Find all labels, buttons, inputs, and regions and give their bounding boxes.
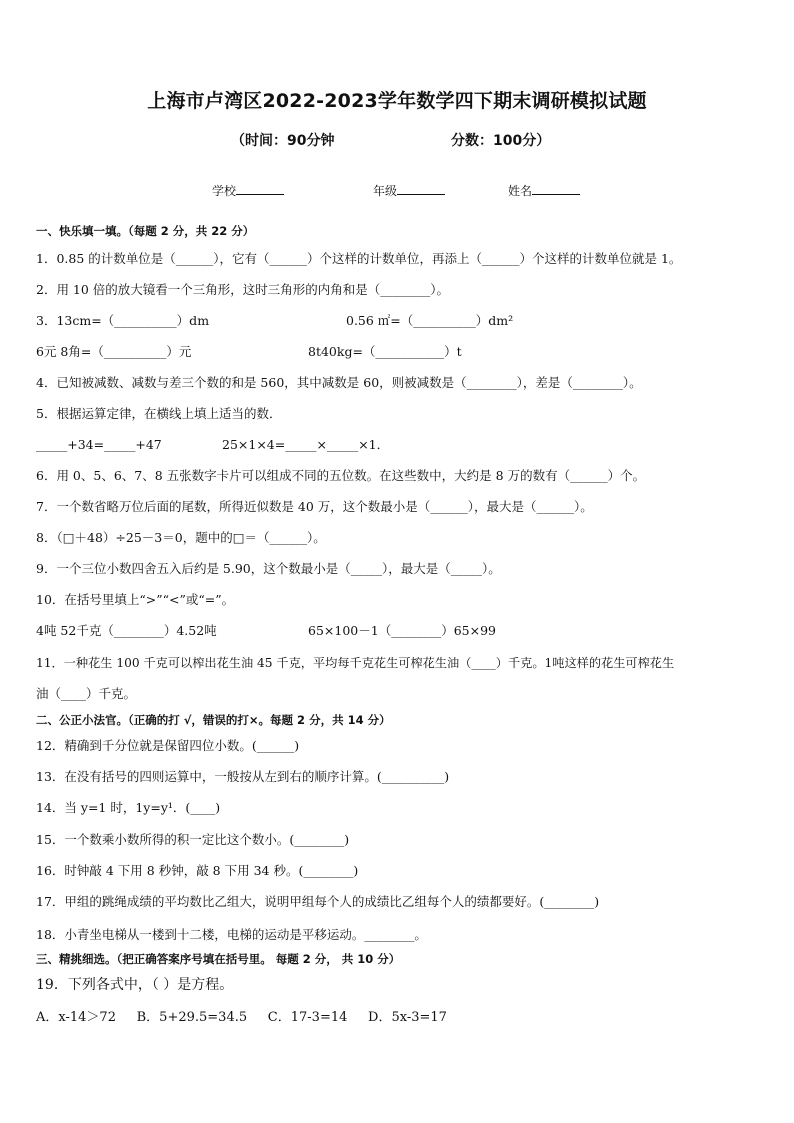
school-label: 学校 bbox=[212, 184, 237, 198]
time-label: （时间：90分钟 bbox=[231, 133, 335, 149]
name-label: 姓名 bbox=[508, 184, 533, 198]
name-blank bbox=[532, 182, 580, 195]
school-blank bbox=[236, 182, 284, 195]
question-3c: 6元 8角=（__________）元 bbox=[36, 344, 192, 359]
question-5b: 25×1×4=_____×_____×1． bbox=[222, 437, 390, 452]
question-8: 8．（□＋48）÷25－3＝0，题中的□＝（______）。 bbox=[36, 530, 326, 545]
question-11-line2: 油（____）千克。 bbox=[36, 686, 137, 701]
question-14: 14．当 y=1 时，1y=y¹．(____) bbox=[36, 800, 221, 815]
section-1-heading: 一、快乐填一填。（每题 2 分，共 22 分） bbox=[36, 224, 255, 238]
question-18: 18．小青坐电梯从一楼到十二楼，电梯的运动是平移运动。________。 bbox=[36, 927, 427, 942]
question-10a: 4吨 52千克（________）4.52吨 bbox=[36, 623, 217, 638]
page-title: 上海市卢湾区2022-2023学年数学四下期末调研模拟试题 bbox=[147, 90, 647, 112]
grade-label: 年级 bbox=[373, 184, 398, 198]
question-15: 15．一个数乘小数所得的积一定比这个数小。(________) bbox=[36, 832, 350, 847]
grade-blank bbox=[397, 182, 445, 195]
question-17: 17．甲组的跳绳成绩的平均数比乙组大，说明甲组每个人的成绩比乙组每个人的绩都要好。(________) bbox=[36, 894, 600, 909]
question-2: 2．用 10 倍的放大镜看一个三角形，这时三角形的内角和是（________）。 bbox=[36, 282, 450, 297]
question-1: 1．0.85 的计数单位是（______），它有（______）个这样的计数单位，再添上（______）个这样的计数单位就是 1。 bbox=[36, 251, 682, 266]
question-7: 7．一个数省略万位后面的尾数，所得近似数是 40 万，这个数最小是（______），最大是（______）。 bbox=[36, 499, 593, 514]
section-2-heading: 二、公正小法官。（正确的打 √，错误的打×。每题 2 分，共 14 分） bbox=[36, 713, 391, 727]
question-13: 13．在没有括号的四则运算中，一般按从左到右的顺序计算。(__________) bbox=[36, 769, 450, 784]
score-label: 分数：100分） bbox=[451, 133, 551, 149]
question-3b: 0.56 ㎡=（__________）dm² bbox=[346, 313, 514, 328]
grade-field bbox=[373, 182, 445, 199]
question-16: 16．时钟敲 4 下用 8 秒钟，敲 8 下用 34 秒。(________) bbox=[36, 863, 359, 878]
question-6: 6．用 0、5、6、7、8 五张数字卡片可以组成不同的五位数。在这些数中，大约是 8 万的数有（______）个。 bbox=[36, 468, 646, 483]
question-19: 19．下列各式中，（ ）是方程。 bbox=[36, 977, 234, 993]
question-12: 12．精确到千分位就是保留四位小数。(______) bbox=[36, 738, 300, 753]
question-3a: 3．13cm=（__________）dm bbox=[36, 313, 210, 328]
name-field bbox=[508, 182, 580, 199]
question-4: 4．已知被减数、减数与差三个数的和是 560，其中减数是 60，则被减数是（________），差是（________）。 bbox=[36, 375, 642, 390]
question-9: 9．一个三位小数四舍五入后约是 5.90，这个数最小是（_____），最大是（_____）。 bbox=[36, 561, 501, 576]
question-5a: _____+34=_____+47 bbox=[36, 437, 162, 452]
question-11-line1: 11．一种花生 100 千克可以榨出花生油 45 千克，平均每千克花生可榨花生油（____）千克。1吨这样的花生可榨花生 bbox=[36, 656, 675, 670]
question-19-options: A．x-14＞72 B．5+29.5=34.5 C．17-3=14 D．5x-3=17 bbox=[36, 1010, 447, 1025]
question-3d: 8t40kg=（___________）t bbox=[308, 344, 462, 359]
question-10b: 65×100－1（________）65×99 bbox=[308, 623, 496, 638]
question-5: 5．根据运算定律，在横线上填上适当的数． bbox=[36, 406, 282, 421]
section-3-heading: 三、精挑细选。（把正确答案序号填在括号里。 每题 2 分， 共 10 分） bbox=[36, 952, 401, 966]
question-10: 10．在括号里填上“>”“<”或“=”。 bbox=[36, 592, 235, 607]
school-field bbox=[212, 182, 284, 199]
